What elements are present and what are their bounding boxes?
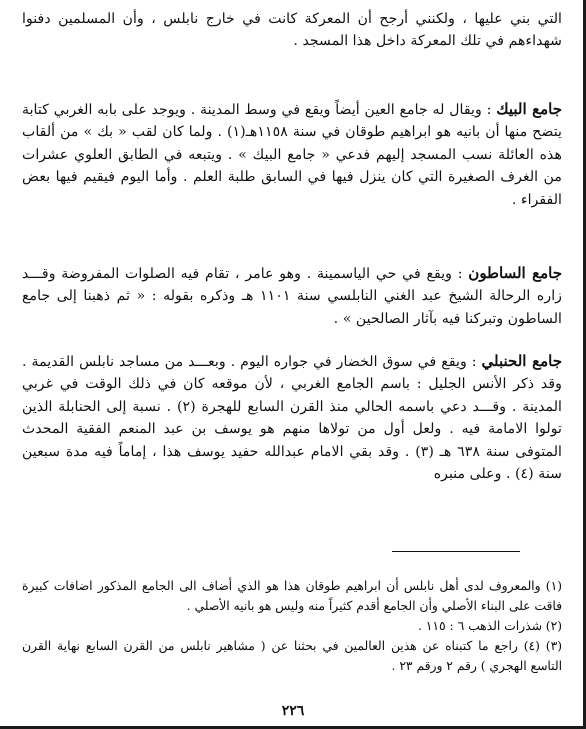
satoun-heading: جامع الساطون xyxy=(468,264,563,282)
satoun-paragraph xyxy=(22,262,562,330)
bik-heading: جامع البيك xyxy=(496,100,563,118)
page-number: ٢٢٦ xyxy=(281,703,305,719)
bik-paragraph xyxy=(22,98,562,211)
paragraph-satoun-mosque xyxy=(22,262,562,330)
paragraph-hanbali-mosque xyxy=(22,350,562,485)
footnote-2: (٢) شذرات الذهب ٦ : ١١٥ . xyxy=(417,619,562,633)
footnote-3-4: (٣) (٤) راجع ما كتبناه عن هذين العالمين في بحثنا عن ( مشاهير نابلس من القرن السابع نهاية القرن التاسع الهجري ) رقم ٢ ورقم ٢٣ . xyxy=(22,639,562,673)
hanbali-text: : ويقع في سوق الخضار في جواره اليوم . وبعـــد من مساجد نابلس القديمة . وقد ذكر الأنس الجليل : باسم الجامع الغربي ، لأن موقعه كان في ذلك الوقت في غربي المدينة . وقـــد دعي باسمه الحالي منذ القرن السابع للهجرة (٢) . نسبة إلى الحنابلة الذين تولوا الامامة فيه . ولعل أول من تولاها منهم هو يوسف بن عبد المنعم الفقية المحدث المتوفى سنة ٦٣٨ هـ (٣) . وقد بقي الامام عبدالله حفيد يوسف هذا ، إماماً فيه مدة سبعين سنة (٤) . وعلى منبره xyxy=(22,354,562,483)
paragraph-intro xyxy=(22,8,562,53)
intro-text: التي بني عليها ، ولكنني أرجح أن المعركة كانت في خارج نابلس ، وأن المسلمين دفنوا شهداءهم في تلك المعركة داخل هذا المسجد . xyxy=(22,11,562,50)
hanbali-paragraph xyxy=(22,350,562,485)
hanbali-heading: جامع الحنبلي xyxy=(481,352,562,370)
bik-text: : ويقال له جامع العين أيضاً ويقع في وسط المدينة . ويوجد على بابه الغربي كتابة يتضح منها أن بانيه هو ابراهيم طوقان في سنة ١١٥٨هـ(١) . ولما كان لقب « بك » من ألقاب هذه العائلة نسب المسجد إليهم فدعي « جامع البيك » . ويتبعه في الطابق العلوي عشرات من الغرف الصغيرة التي كان ينزل فيها في السابق طلبة العلم . وأما اليوم فيقيم فيها بعض الفقراء . xyxy=(22,102,562,208)
footnote-divider xyxy=(392,551,520,552)
footnote-1: (١) والمعروف لدى أهل نابلس أن ابراهيم طوقان هذا هو الذي أضاف الى الجامع المذكور اضافات كبيرة فاقت على البناء الأصلي وأن الجامع أقدم كثيراً منه وليس هو بانيه الأصلي . xyxy=(22,579,562,613)
footnotes xyxy=(22,576,562,676)
paragraph-bik-mosque xyxy=(22,98,562,211)
satoun-text: : ويقع في حي الياسمينة . وهو عامر ، تقام فيه الصلوات المفروضة وقـــد زاره الرحالة الشيخ عبد الغني النابلسي سنة ١١٠١ هـ وذكره بقوله : « ثم ذهبنا إلى جامع الساطون وتبركنا فيه بآثار الصالحين » . xyxy=(22,266,562,327)
